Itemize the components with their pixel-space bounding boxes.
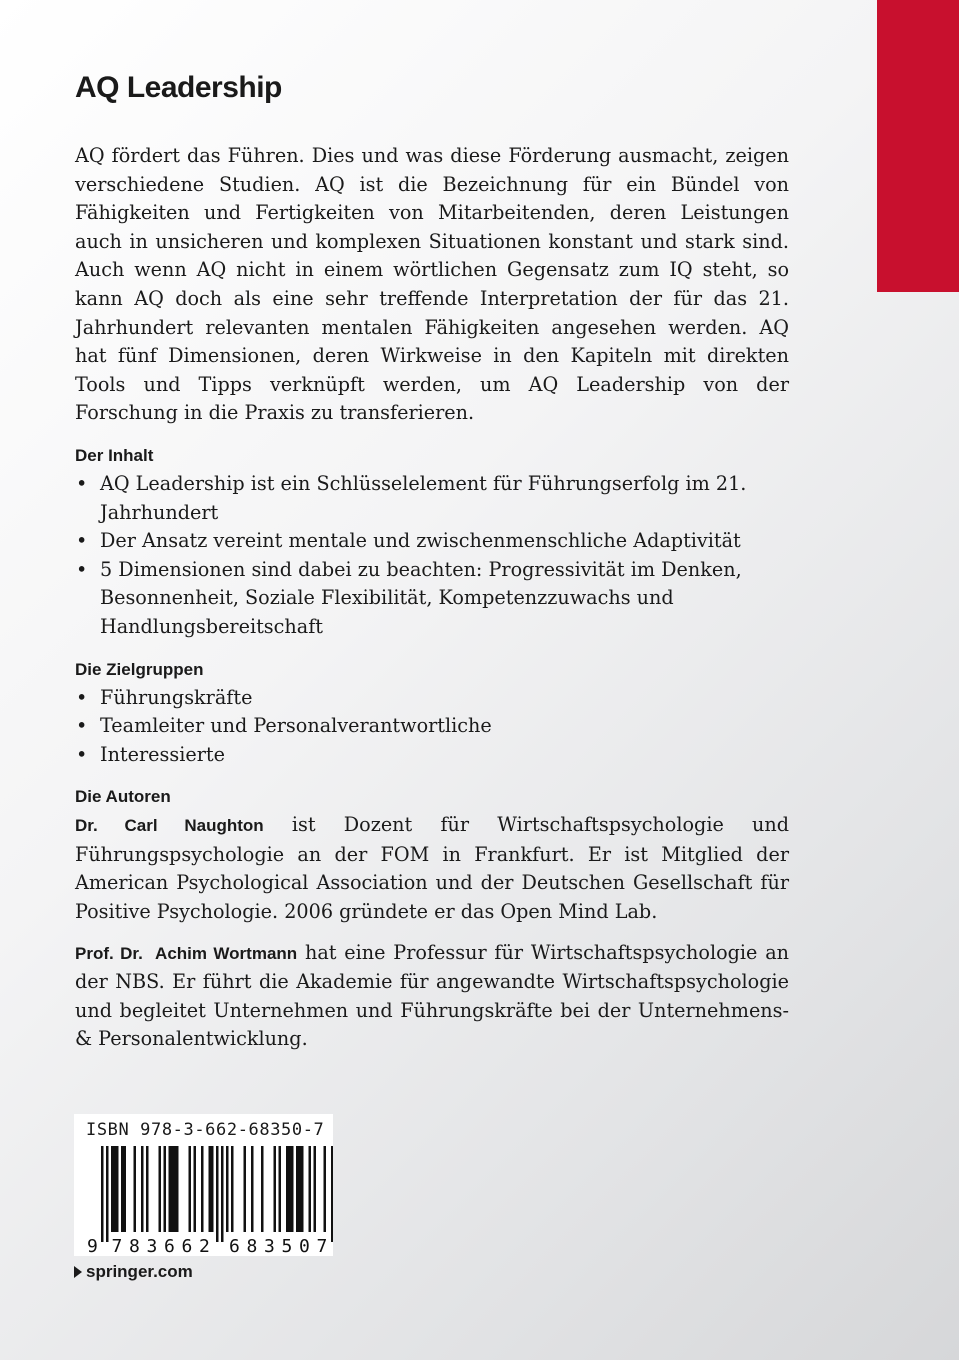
section-heading-zielgruppen: Die Zielgruppen: [75, 659, 204, 679]
barcode-digit: 7: [111, 1236, 123, 1256]
barcode-bar: [314, 1146, 317, 1232]
barcode-digit: 8: [129, 1236, 140, 1256]
barcode-bar: [174, 1146, 177, 1232]
author-name: Dr. Carl Naughton: [75, 816, 264, 836]
barcode-bar: [101, 1146, 104, 1242]
barcode-bar: [231, 1146, 234, 1232]
barcode-bar: [299, 1146, 302, 1232]
list-item: • Der Ansatz vereint mentale und zwischenmenschliche Adaptivität: [75, 527, 789, 556]
intro-paragraph: AQ fördert das Führen. Dies und was diese Förderung ausmacht, zeigen verschiedene Studien. AQ ist die Bezeichnung für ein Bündel von Fähigkeiten und Fertigkeiten von Mitarbeitenden, deren Leistungen auch in unsicheren und komplexen Situationen konstant und stark sind. Auch wenn AQ nicht in einem wörtlichen Gegensatz zum IQ steht, so kann AQ doch als eine sehr treffende Interpretation der für das 21. Jahrhundert relevanten mentalen Fähigkeiten angesehen werden. AQ hat fünf Dimensionen, deren Wirkweise in den Kapiteln mit direkten Tools und Tipps verknüpft werden, um AQ Leadership von der Forschung in die Praxis zu transferieren.: [75, 144, 789, 425]
list-item: • Teamleiter und Personalverantwortliche: [75, 712, 789, 741]
barcode-digit: 2: [199, 1236, 210, 1256]
barcode-bar: [121, 1146, 124, 1232]
barcode-bar: [169, 1146, 172, 1232]
barcode-bar: [289, 1146, 292, 1232]
barcode-bar: [274, 1146, 277, 1232]
author-bio-text: hat eine Professur für Wirtschaftspsychologie an der NBS. Er führt die Akademie für angewandte Wirtschaftspsychologie und begleitet Unternehmen und Führungskräfte bei der Unternehmens- & Personalentwicklung.: [75, 940, 790, 1051]
author-bio-text: ist Dozent für Wirtschaftspsychologie und Führungspsychologie an der FOM in Frankfurt. Er ist Mitglied der American Psychological Association und der Deutschen Gesellschaft für Positive Psychologie. 2006 gründete er das Open Mind Lab.: [75, 813, 789, 924]
barcode-bar: [201, 1146, 204, 1232]
barcode-bar: [159, 1146, 162, 1232]
list-item: • Interessierte: [75, 741, 789, 770]
barcode-bar: [141, 1146, 144, 1232]
barcode-bar: [164, 1146, 167, 1232]
barcode-bar: [226, 1146, 229, 1232]
section-heading-autoren: Die Autoren: [75, 787, 171, 807]
barcode-graphic: [74, 1144, 333, 1256]
barcode-bar: [279, 1146, 282, 1232]
barcode-bar: [261, 1146, 264, 1232]
arrow-right-icon: [74, 1266, 82, 1278]
barcode-digit: 6: [164, 1236, 175, 1256]
list-item: • 5 Dimensionen sind dabei zu beachten: Progressivität im Denken, Besonnenheit, Soziale Flexibilität, Kompetenzzuwachs und Handlungsbereitschaft: [75, 556, 789, 642]
zielgruppen-list: [75, 684, 789, 770]
inhalt-list: [75, 470, 789, 642]
barcode-bar: [114, 1146, 117, 1232]
red-accent-tab: [877, 0, 959, 292]
barcode-bar: [211, 1146, 214, 1232]
back-cover-text: [75, 68, 789, 1054]
barcode-bar: [291, 1146, 294, 1232]
barcode-digit: 6: [181, 1236, 193, 1256]
barcode-bar: [251, 1146, 254, 1232]
barcode-bar: [221, 1146, 224, 1242]
barcode-bar: [194, 1146, 197, 1232]
barcode-bar: [301, 1146, 304, 1232]
barcode-bar: [111, 1146, 114, 1232]
barcode-digit: 3: [146, 1236, 158, 1256]
barcode-digit: 0: [299, 1236, 310, 1256]
barcode-bar: [286, 1146, 289, 1232]
barcode-digit: 5: [281, 1236, 293, 1256]
barcode-bar: [134, 1146, 137, 1232]
list-item: • AQ Leadership ist ein Schlüsselelement für Führungserfolg im 21. Jahrhundert: [75, 470, 789, 527]
barcode-bar: [209, 1146, 212, 1232]
book-title: AQ Leadership: [75, 71, 282, 104]
isbn-label: ISBN 978-3-662-68350-7: [86, 1120, 325, 1140]
publisher-link[interactable]: [74, 1262, 193, 1282]
barcode-bar: [244, 1146, 247, 1232]
barcode-bar: [324, 1146, 327, 1232]
barcode-bar: [106, 1146, 109, 1242]
barcode-digit: 9: [87, 1236, 98, 1256]
author-bio-naughton: [75, 811, 789, 926]
barcode-bar: [124, 1146, 127, 1232]
barcode-digit: 8: [246, 1236, 258, 1256]
publisher-link-text[interactable]: springer.com: [86, 1262, 193, 1281]
barcode-bar: [146, 1146, 149, 1232]
barcode-bar: [331, 1146, 333, 1242]
section-heading-inhalt: Der Inhalt: [75, 445, 154, 465]
isbn-barcode: [74, 1114, 333, 1256]
barcode-bar: [176, 1146, 179, 1232]
author-bio-wortmann: [75, 939, 789, 1054]
barcode-bar: [189, 1146, 192, 1232]
barcode-bar: [296, 1146, 299, 1232]
barcode-bar: [309, 1146, 312, 1232]
barcode-bar: [171, 1146, 174, 1232]
author-name: Prof. Dr. Achim Wortmann: [75, 943, 298, 963]
barcode-bar: [216, 1146, 219, 1242]
barcode-digit: 6: [229, 1236, 240, 1256]
barcode-bar: [116, 1146, 119, 1232]
barcode-digit: 7: [316, 1236, 328, 1256]
list-item: • Führungskräfte: [75, 684, 789, 713]
barcode-digit: 3: [264, 1236, 275, 1256]
